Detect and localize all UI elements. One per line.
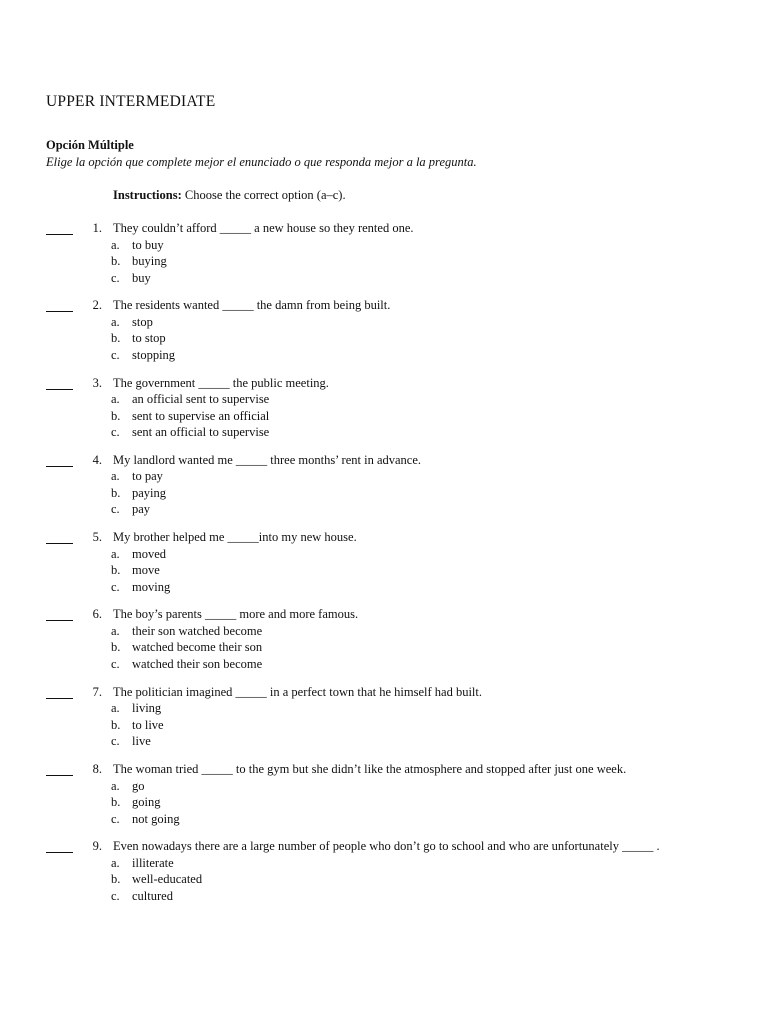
answer-option	[0, 238, 400, 255]
option-text: cultured	[132, 888, 173, 903]
option-text: moved	[132, 546, 167, 561]
question-number: 4.	[92, 452, 102, 467]
option-text: sent an official to supervise	[132, 425, 270, 440]
answer-blank[interactable]	[46, 311, 73, 312]
option-text: to live	[132, 717, 164, 732]
answer-blank[interactable]	[46, 620, 73, 621]
option-letter: b.	[111, 640, 121, 655]
option-text: buy	[132, 270, 151, 285]
option-text: stopping	[132, 347, 176, 362]
option-text: to buy	[132, 237, 164, 252]
answer-blank[interactable]	[46, 852, 73, 853]
question-number: 5.	[92, 530, 102, 545]
question-number: 6.	[92, 607, 102, 622]
question-text: Even nowadays there are a large number of people who don’t go to school and who are unfortunately _____ .	[113, 839, 660, 854]
option-text: well-educated	[132, 872, 203, 887]
question-text: The government _____ the public meeting.	[113, 375, 329, 390]
option-letter: a.	[111, 701, 120, 716]
option-letter: c.	[111, 888, 120, 903]
option-letter: a.	[111, 623, 120, 638]
question-line	[0, 762, 760, 779]
option-letter: c.	[111, 425, 120, 440]
option-text: buying	[132, 254, 167, 268]
option-letter: c.	[111, 734, 120, 749]
question-text: My landlord wanted me _____ three months’ rent in advance.	[113, 452, 422, 467]
option-letter: b.	[111, 563, 121, 578]
question-item	[0, 839, 768, 916]
option-letter: b.	[111, 254, 121, 268]
option-text: paying	[132, 485, 167, 500]
option-letter: a.	[111, 855, 120, 870]
option-text: going	[132, 795, 161, 810]
option-text: to stop	[132, 331, 166, 346]
answer-option	[0, 502, 400, 519]
section-heading: Opción Múltiple	[46, 138, 134, 152]
answer-blank[interactable]	[46, 775, 73, 776]
answer-option	[0, 779, 400, 796]
question-item	[0, 221, 768, 298]
option-letter: a.	[111, 392, 120, 407]
question-list	[0, 221, 768, 917]
answer-option	[0, 718, 400, 735]
answer-option	[0, 254, 400, 271]
option-text: watched become their son	[132, 640, 263, 655]
question-text: The residents wanted _____ the damn from being built.	[113, 298, 391, 313]
question-text: The woman tried _____ to the gym but she didn’t like the atmosphere and stopped after just one week.	[113, 762, 627, 777]
answer-option	[0, 469, 400, 486]
question-item	[0, 607, 768, 684]
question-item	[0, 685, 768, 762]
answer-option	[0, 348, 400, 365]
answer-option	[0, 856, 400, 873]
answer-option	[0, 812, 400, 829]
answer-option	[0, 624, 400, 641]
answer-blank[interactable]	[46, 466, 73, 467]
option-letter: b.	[111, 872, 121, 887]
option-letter: a.	[111, 778, 120, 793]
answer-option	[0, 889, 400, 906]
option-letter: b.	[111, 795, 121, 810]
option-letter: c.	[111, 270, 120, 285]
option-text: move	[132, 563, 160, 578]
answer-option	[0, 734, 400, 751]
option-letter: b.	[111, 408, 121, 423]
option-letter: a.	[111, 469, 120, 484]
option-letter: b.	[111, 485, 121, 500]
question-number: 2.	[92, 298, 102, 313]
question-number: 1.	[92, 221, 102, 235]
answer-option	[0, 315, 400, 332]
question-line	[0, 376, 760, 393]
question-item	[0, 298, 768, 375]
question-line	[0, 685, 760, 702]
answer-blank[interactable]	[46, 543, 73, 544]
option-text: live	[132, 734, 151, 749]
question-number: 9.	[92, 839, 102, 854]
question-item	[0, 530, 768, 607]
option-text: living	[132, 701, 162, 716]
question-text: They couldn’t afford _____ a new house so they rented one.	[113, 221, 414, 235]
option-text: an official sent to supervise	[132, 392, 270, 407]
question-number: 3.	[92, 375, 102, 390]
question-number: 8.	[92, 762, 102, 777]
option-letter: c.	[111, 811, 120, 826]
answer-option	[0, 701, 400, 718]
question-line	[0, 221, 760, 238]
option-text: sent to supervise an official	[132, 408, 270, 423]
option-letter: a.	[111, 237, 120, 252]
option-text: go	[132, 778, 145, 793]
option-text: watched their son become	[132, 656, 263, 671]
option-letter: a.	[111, 546, 120, 561]
answer-option	[0, 640, 400, 657]
option-text: pay	[132, 502, 151, 517]
question-text: My brother helped me _____into my new house.	[113, 530, 357, 545]
option-letter: c.	[111, 579, 120, 594]
option-text: illiterate	[132, 855, 174, 870]
answer-option	[0, 271, 400, 288]
option-letter: c.	[111, 656, 120, 671]
option-text: their son watched become	[132, 623, 263, 638]
answer-blank[interactable]	[46, 698, 73, 699]
answer-blank[interactable]	[46, 234, 73, 235]
question-line	[0, 607, 760, 624]
question-text: The politician imagined _____ in a perfect town that he himself had built.	[113, 684, 483, 699]
option-letter: a.	[111, 314, 120, 329]
answer-option	[0, 795, 400, 812]
question-line	[0, 839, 760, 856]
answer-option	[0, 580, 400, 597]
option-letter: b.	[111, 331, 121, 346]
answer-option	[0, 392, 400, 409]
section-subtitle: Elige la opción que complete mejor el enunciado o que responda mejor a la pregunta.	[46, 155, 477, 169]
instructions-text: Choose the correct option (a–c).	[184, 188, 346, 202]
answer-option	[0, 657, 400, 674]
question-item	[0, 762, 768, 839]
option-letter: c.	[111, 347, 120, 362]
option-text: moving	[132, 579, 171, 594]
question-item	[0, 453, 768, 530]
option-text: stop	[132, 314, 153, 329]
answer-option	[0, 331, 400, 348]
instructions-label: Instructions:	[113, 188, 182, 202]
question-line	[0, 298, 760, 315]
answer-blank[interactable]	[46, 389, 73, 390]
option-text: not going	[132, 811, 180, 826]
option-letter: c.	[111, 502, 120, 517]
answer-option	[0, 872, 400, 889]
answer-option	[0, 563, 400, 580]
answer-option	[0, 486, 400, 503]
question-line	[0, 453, 760, 470]
question-item	[0, 376, 768, 453]
answer-option	[0, 425, 400, 442]
answer-option	[0, 547, 400, 564]
question-number: 7.	[92, 684, 102, 699]
question-line	[0, 530, 760, 547]
option-text: to pay	[132, 469, 163, 484]
instructions	[113, 188, 346, 203]
document-title: UPPER INTERMEDIATE	[46, 93, 216, 110]
option-letter: b.	[111, 717, 121, 732]
question-text: The boy’s parents _____ more and more famous.	[113, 607, 359, 622]
answer-option	[0, 409, 400, 426]
